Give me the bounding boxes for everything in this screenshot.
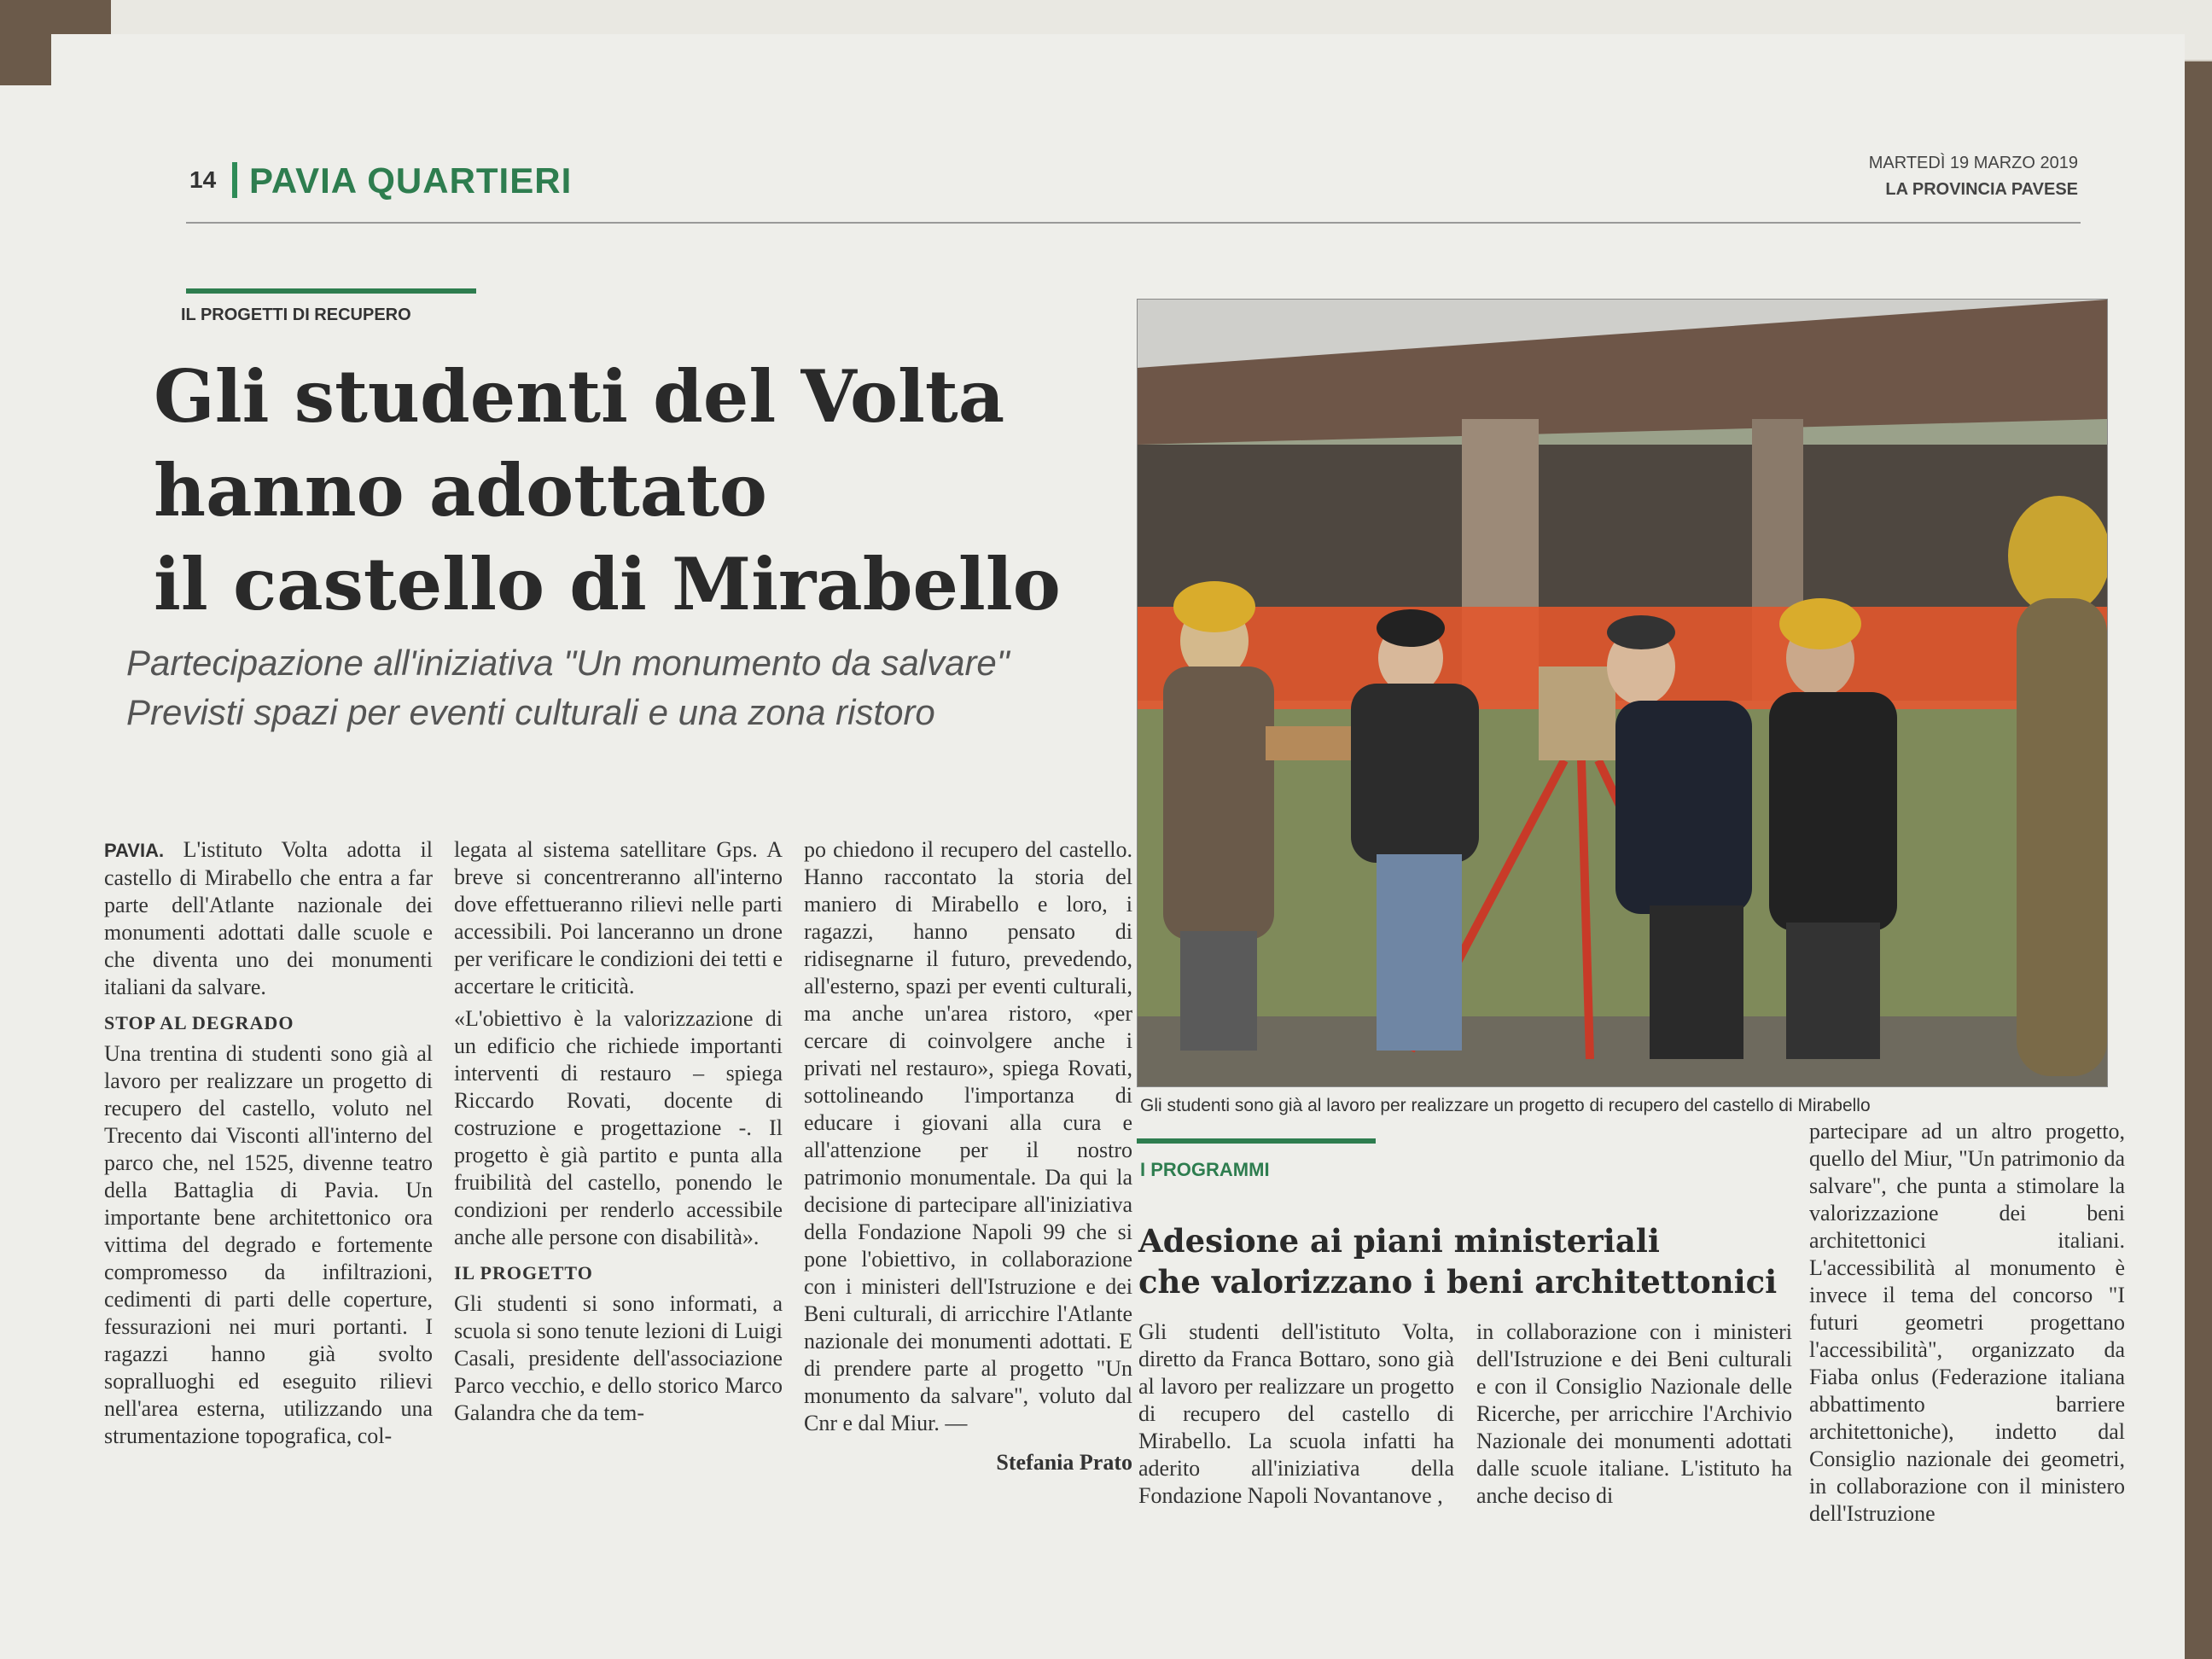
news-photo [1137,299,2108,1087]
subheading-stop-al-degrado: STOP AL DEGRADO [104,1012,294,1033]
subhead-line: Previsti spazi per eventi culturali e una zona ristoro [126,692,935,732]
newspaper-page [0,34,2185,1659]
issue-date: MARTEDÌ 19 MARZO 2019 [1868,154,2078,172]
section-bar [232,162,237,198]
article-headline [154,350,1135,632]
sidebar-rule [1137,1138,1376,1144]
paragraph: legata al sistema satellitare Gps. A breve si concentreranno all'interno dove effettueranno rilievi nelle parti accessibili. Poi lanceranno un drone per verificare le condizioni dei tetti e accertare le criticità. [454,837,783,998]
paragraph: «L'obiettivo è la valorizzazione di un edificio che richiede importanti interventi di restauro – spiega Riccardo Rovati, docente di costruzione e progettazione -. Il progetto è già partito e punta alla fruibilità del castello, ponendo le condizioni per renderlo accessibile anche alle persone con disabilità». [454,1006,783,1249]
paragraph: Una trentina di studenti sono già al lavoro per realizzare un progetto di recupero del castello, voluto nel Trecento dai Visconti all'interno del parco che, nel 1525, divenne teatro della Battaglia di Pavia. Un importante bene architettonico ora vittima del degrado e fortemente compromesso da infiltrazioni, cedimenti di parti delle coperture, fessurazioni nei muri portanti. I ragazzi hanno già svolto sopralluoghi ed eseguito rilievi nell'area esterna, utilizzando una strumentazione topografica, col- [104,1041,433,1448]
article-subhead [126,638,1142,737]
folded-corner [0,34,51,85]
header-rule [186,222,2081,224]
kicker-rule [186,288,476,294]
paragraph: Gli studenti si sono informati, a scuola si sono tenute lezioni di Luigi Casali, presidente dell'associazione Parco vecchio, e dello storico Marco Galandra che da tem- [454,1291,783,1425]
page-number: 14 [189,166,217,193]
subhead-line: Partecipazione all'iniziativa "Un monumento da salvare" [126,643,1010,683]
subheading-il-progetto: IL PROGETTO [454,1262,593,1284]
sidebar-column-3: partecipare ad un altro progetto, quello del Miur, "Un patrimonio da salvare", che punta a stimolare la valorizzazione dei beni architettonici italiani. L'accessibilità al monumento è invece il tema del concorso "I futuri geometri progettano l'accessibilità", organizzato da Fiaba onlus (Federazione italiana abbattimento barriere architettoniche), indetto dal Consiglio nazionale dei geometri, in collaborazione con il ministero dell'Istruzione [1809,1119,2125,1526]
headline-line: il castello di Mirabello [154,542,1061,626]
newspaper-name: LA PROVINCIA PAVESE [1885,180,2078,199]
article-column-3 [804,836,1132,1476]
photo-caption: Gli studenti sono già al lavoro per realizzare un progetto di recupero del castello di Mirabello [1140,1096,1871,1115]
article-column-2 [454,836,783,1432]
masthead-info [1869,154,2078,200]
paragraph: po chiedono il recupero del castello. Hanno raccontato la storia del maniero di Mirabello e loro, i ragazzi, hanno pensato di ridisegnarne il futuro, prevedendo, all'esterno, spazi per eventi culturali, ma anche un'area ristoro, «per cercare di coinvolgere anche i privati nel restauro», spiega Rovati, sottolineando l'importanza di educare i giovani alla cura e all'attenzione per il nostro patrimonio monumentale. Da qui la decisione di partecipare all'iniziativa della Fondazione Napoli 99 che si pone l'obiettivo, in collaborazione con i ministeri dell'Istruzione e dei Beni culturali, di arricchire l'Atlante nazionale dei monumenti adottati. E di prendere parte al progetto "Un monumento da salvare", voluto dal Cnr e dal Miur. — [804,837,1132,1435]
sidebar-headline-line: che valorizzano i beni architettonici [1138,1263,1778,1301]
headline-line: hanno adottato [154,448,767,533]
intro-text: L'istituto Volta adotta il castello di Mirabello che entra a far parte dell'Atlante nazionale dei monumenti adottati dalle scuole e che diventa uno dei monumenti italiani da salvare. [104,837,433,999]
section-name: PAVIA QUARTIERI [249,160,573,201]
sidebar-headline [1138,1220,1838,1302]
sidebar-kicker: I PROGRAMMI [1140,1159,1270,1180]
dateline: PAVIA. [104,840,165,861]
sidebar-column-2: in collaborazione con i ministeri dell'Istruzione e dei Beni culturali e con il Consiglio Nazionale delle Ricerche, per arricchire l'Archivio Nazionale dei monumenti adottati dalle scuole italiane. L'istituto ha anche deciso di [1476,1319,1792,1508]
article-body [104,836,1137,1604]
headline-line: Gli studenti del Volta [154,354,1005,439]
article-kicker: IL PROGETTI DI RECUPERO [181,306,411,324]
author-byline: Stefania Prato [996,1450,1132,1475]
sidebar-column-1: Gli studenti dell'istituto Volta, diretto da Franca Bottaro, sono già al lavoro per realizzare un progetto di recupero del castello di Mirabello. La scuola infatti ha aderito all'iniziativa della Fondazione Napoli Novantanove , [1138,1319,1454,1508]
article-column-1 [104,836,433,1455]
sidebar-headline-line: Adesione ai piani ministeriali [1138,1222,1660,1260]
students-surveying-photo [1138,300,2107,1086]
